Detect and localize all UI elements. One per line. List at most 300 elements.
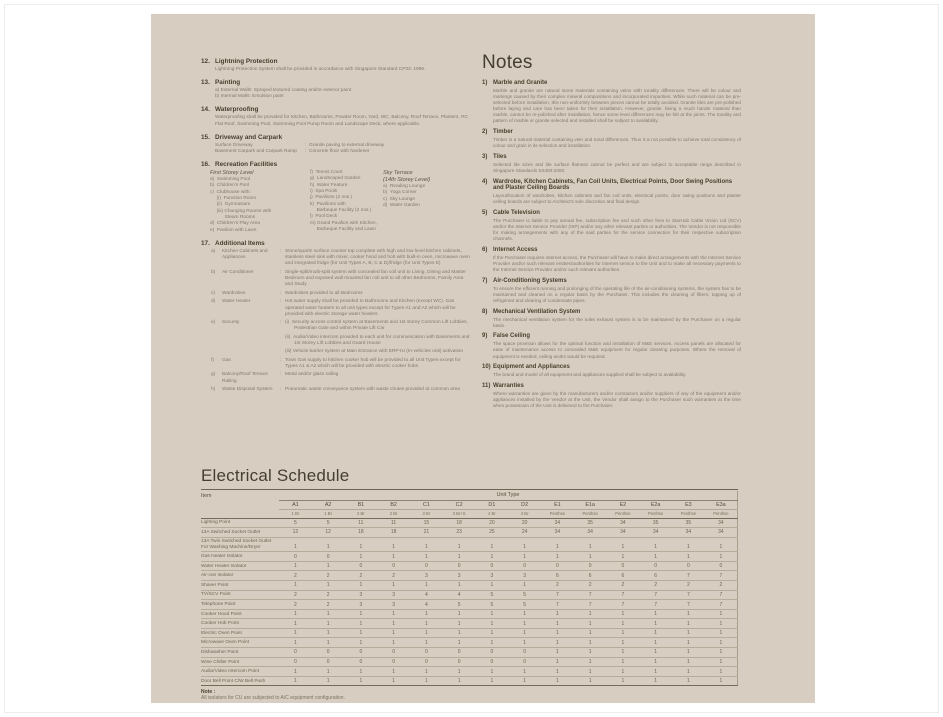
schedule-value: 2: [607, 581, 640, 591]
schedule-value: 34: [607, 528, 640, 538]
schedule-value: 6: [607, 571, 640, 581]
additional-item-label: Water Heater: [222, 299, 251, 305]
additional-item-letter: b): [211, 269, 216, 275]
schedule-value: 1: [377, 581, 410, 591]
schedule-value: 1: [639, 676, 672, 686]
colon-separator: :: [280, 290, 282, 296]
schedule-value: 1: [574, 648, 607, 658]
schedule-value: 1: [312, 628, 345, 638]
text-line: b) Children's Pool: [210, 183, 250, 189]
schedule-value: 1: [345, 676, 378, 686]
additional-item-row: [201, 270, 471, 288]
colon-separator: :: [280, 357, 282, 363]
text-line: Barbeque Facility (2 nos.): [310, 207, 372, 213]
schedule-value: 0: [443, 657, 476, 667]
schedule-value: 1: [705, 667, 738, 677]
spec-item-number: 17.: [201, 239, 210, 247]
schedule-value: 2: [672, 581, 705, 591]
spec-item-heading: [201, 58, 471, 65]
unit-code-header: C2: [443, 500, 476, 510]
unit-code-header: D2: [508, 500, 541, 510]
additional-item-row: [201, 372, 471, 384]
schedule-value: 1: [377, 676, 410, 686]
schedule-value: 20: [476, 518, 509, 528]
unit-code-header: E3: [672, 500, 705, 510]
schedule-item-label: Audio/Video Intercom Point: [201, 667, 279, 677]
text-line: b) Yoga Corner: [383, 190, 417, 196]
schedule-value: 1: [443, 676, 476, 686]
schedule-value: 3: [476, 571, 509, 581]
additional-item-label: Waste Disposal System: [222, 387, 273, 393]
spec-item-heading: [201, 134, 471, 141]
schedule-row: [201, 667, 738, 677]
unit-subtype-header: 1 Br: [279, 510, 312, 519]
unit-subtype-header: 2 Br: [345, 510, 378, 519]
spec-items-12-14: [201, 58, 471, 128]
schedule-value: 6: [639, 571, 672, 581]
text-line: Hot water supply shall be provided to Bathrooms and Kitchen (except WC). Gas operated water heaters to all unit types except for Types A1 and A2 which will be provided with electric storage water heaters.: [285, 299, 456, 317]
schedule-value: 1: [279, 619, 312, 629]
schedule-value: 34: [607, 518, 640, 528]
schedule-value: 1: [574, 676, 607, 686]
note-item-heading: [482, 278, 741, 285]
schedule-value: 7: [574, 600, 607, 610]
additional-item-letter: h): [211, 387, 216, 393]
text-line: Lightning Protection System shall be provided in accordance with Singapore Standard CP33: 1996.: [215, 66, 426, 72]
note-item: [482, 129, 741, 149]
spec-item-number: 13.: [201, 79, 210, 87]
schedule-value: 2: [377, 571, 410, 581]
text-line: d) Children's Play Area: [210, 221, 260, 227]
schedule-value: 4: [443, 590, 476, 600]
unit-code-header: A2: [312, 500, 345, 510]
unit-code-header: E3a: [705, 500, 738, 510]
note-item-body: Where warranties are given by the manufacturers and/or contractors and/or suppliers of any of the equipment and/or appliances installed by the Vendor at the Unit, the Vendor shall assign to the Purchaser such warranties at the time when possession of the Unit is delivered to the Purchaser.: [493, 390, 741, 408]
notes-column: [482, 52, 741, 414]
schedule-value: 1: [312, 581, 345, 591]
schedule-value: 1: [607, 628, 640, 638]
schedule-value: 1: [410, 552, 443, 562]
schedule-value: 1: [672, 619, 705, 629]
note-item-heading: [482, 80, 741, 87]
schedule-value: 1: [443, 537, 476, 552]
note-item-body: Timber is a natural material containing vein and tonal differences. Thus it is not possible to achieve total consistency of colour and grain in its selection and installation.: [493, 137, 741, 149]
schedule-value: 0: [574, 561, 607, 571]
note-item-number: 3): [482, 153, 488, 160]
schedule-value: 1: [443, 552, 476, 562]
schedule-item-label: 13A Twin Switched Socket Outlet For Washing Machine/Dryer: [201, 537, 279, 552]
schedule-row: [201, 561, 738, 571]
additional-item-row: [201, 249, 471, 267]
schedule-value: 12: [279, 528, 312, 538]
unit-code-header: B2: [377, 500, 410, 510]
colon-separator: :: [305, 148, 307, 154]
schedule-value: 35: [639, 518, 672, 528]
schedule-value: 1: [705, 537, 738, 552]
schedule-value: 0: [410, 648, 443, 658]
recreation-list: [210, 177, 310, 234]
schedule-value: 1: [476, 628, 509, 638]
schedule-value: 1: [639, 638, 672, 648]
schedule-value: 1: [279, 676, 312, 686]
note-item-body: The mechanical ventilation system for the toilet exhaust system is to be maintained by the Purchaser on a regular basis.: [493, 316, 741, 328]
schedule-value: 18: [345, 528, 378, 538]
unit-code-header: B1: [345, 500, 378, 510]
driveway-value: Concrete floor with hardener: [309, 148, 370, 154]
spec-item-heading: [201, 161, 471, 168]
schedule-row: [201, 552, 738, 562]
schedule-value: 2: [279, 590, 312, 600]
note-item-heading: [482, 129, 741, 136]
schedule-value: 7: [541, 600, 574, 610]
schedule-item-label: Cooker Hob Point: [201, 619, 279, 629]
additional-item-row: [201, 387, 471, 393]
schedule-value: 1: [672, 676, 705, 686]
schedule-value: 1: [508, 609, 541, 619]
note-item-body: The brand and model of all equipment and appliances supplied shall be subject to availability.: [493, 372, 687, 378]
text-line: Waterproofing shall be provided for Kitchen, Bathrooms, Powder Room, Yard, WC, Balcony, Roof Terrace, Planters, RC Flat Roof, Swimming Pool, Swimming Pool Pump Room and Landscape Deck, where applicable.: [215, 115, 469, 127]
schedule-value: 1: [345, 552, 378, 562]
schedule-value: 2: [312, 571, 345, 581]
schedule-value: 1: [705, 648, 738, 658]
schedule-value: 1: [476, 537, 509, 552]
schedule-value: 5: [508, 600, 541, 610]
schedule-note-text: All isolators for CU are subjected to A/C equipment configuration.: [201, 695, 345, 702]
note-item-title: Internet Access: [493, 247, 538, 254]
text-line: g) Landscaped Garden: [310, 176, 361, 182]
schedule-value: 3: [377, 590, 410, 600]
text-line: (ii) Audio/Video intercom provided to each unit for communication with Basements and 1st Storey Lift Lobbies and Guard House: [285, 334, 470, 346]
schedule-value: 1: [607, 657, 640, 667]
colon-separator: :: [280, 320, 282, 326]
schedule-value: 1: [377, 667, 410, 677]
spec-item-additional: [201, 240, 471, 394]
note-item-number: 9): [482, 333, 488, 340]
schedule-row: [201, 518, 738, 528]
schedule-value: 0: [345, 561, 378, 571]
schedule-value: 1: [574, 667, 607, 677]
schedule-value: 35: [672, 518, 705, 528]
text-line: a) Swimming Pool: [210, 176, 250, 182]
schedule-row: [201, 609, 738, 619]
schedule-value: 24: [508, 528, 541, 538]
schedule-value: 1: [377, 537, 410, 552]
schedule-row: [201, 676, 738, 686]
text-line: (i) Security access control system at Basements and 1st storey Common Lift Lobbies, Pedestrian Gate and within Private Lift Car: [285, 320, 468, 332]
unit-subtype-header: Penthse: [607, 510, 640, 519]
schedule-value: 0: [443, 561, 476, 571]
schedule-note-label: Note :: [201, 688, 216, 695]
schedule-value: 1: [443, 609, 476, 619]
additional-item-row: [201, 320, 471, 355]
additional-item-value: [285, 320, 471, 355]
text-line: Barbeque Facility and Lawn: [310, 226, 376, 232]
schedule-value: 0: [279, 657, 312, 667]
text-line: Steam Rooms: [210, 214, 256, 220]
note-item-title: Tiles: [493, 153, 507, 160]
unit-subtype-header: Penthse: [639, 510, 672, 519]
schedule-value: 1: [607, 667, 640, 677]
schedule-value: 0: [312, 552, 345, 562]
text-line: (i) Function Room: [210, 195, 257, 201]
additional-item-value: [285, 372, 471, 378]
note-item: [482, 80, 741, 125]
colon-separator: :: [305, 142, 307, 148]
spec-item-number: 16.: [201, 161, 210, 169]
unit-code-header: E1a: [574, 500, 607, 510]
schedule-value: 1: [377, 552, 410, 562]
schedule-value: 1: [476, 552, 509, 562]
schedule-value: 1: [476, 667, 509, 677]
additional-item-letter: f): [211, 357, 214, 363]
additional-item-label: Kitchen Cabinets and Appliances: [222, 248, 268, 260]
recreation-list: [310, 170, 383, 233]
schedule-value: 12: [312, 528, 345, 538]
additional-item-label: Gas: [222, 357, 231, 363]
schedule-value: 1: [508, 676, 541, 686]
note-item-title: Timber: [493, 129, 513, 136]
schedule-value: 1: [279, 561, 312, 571]
driveway-label: Basement Carpark and Carpark Ramp: [215, 148, 297, 154]
schedule-value: 1: [574, 552, 607, 562]
schedule-value: 1: [574, 619, 607, 629]
spec-item-heading: [201, 106, 471, 113]
text-line: a) Reading Lounge: [383, 183, 426, 189]
schedule-value: 7: [607, 590, 640, 600]
driveway-rows: [215, 143, 471, 155]
additional-item-value: [285, 249, 471, 267]
schedule-value: 1: [541, 619, 574, 629]
schedule-value: 11: [345, 518, 378, 528]
schedule-value: 1: [345, 628, 378, 638]
schedule-value: 0: [476, 561, 509, 571]
schedule-row: [201, 648, 738, 658]
spec-item-body: [215, 67, 471, 73]
note-item-body: Layout/location of wardrobes, kitchen cabinets and fan coil units, electrical points, door swing positions and plaster ceiling boards are subject to Architect's sole discretion and final design.: [493, 193, 741, 205]
schedule-value: 35: [574, 518, 607, 528]
schedule-value: 1: [443, 581, 476, 591]
schedule-value: 1: [312, 619, 345, 629]
text-line: Single-split/multi-split system with concealed fan coil unit to Living, Dining and Master Bedroom and exposed wall mounted fan coil unit to all other Bedrooms, Family Area and Study: [285, 269, 467, 287]
schedule-value: 1: [410, 628, 443, 638]
schedule-value: 1: [607, 638, 640, 648]
schedule-value: 1: [410, 537, 443, 552]
note-item-number: 10): [482, 364, 491, 371]
schedule-row: [201, 537, 738, 552]
brochure-page: [151, 14, 815, 703]
schedule-value: 1: [279, 609, 312, 619]
schedule-value: 23: [443, 528, 476, 538]
text-line: c) Sky Lounge: [383, 196, 415, 202]
item-column-header: Item: [201, 492, 212, 499]
driveway-label: Surface Driveway: [215, 142, 253, 148]
schedule-value: 1: [279, 537, 312, 552]
schedule-value: 1: [541, 628, 574, 638]
note-item: [482, 333, 741, 359]
spec-item-title: Additional Items: [215, 239, 265, 247]
schedule-value: 0: [508, 561, 541, 571]
unit-subtype-header: 4 Br: [476, 510, 509, 519]
note-item: [482, 179, 741, 206]
schedule-value: 1: [345, 638, 378, 648]
schedule-value: 1: [607, 537, 640, 552]
electrical-schedule-title: Electrical Schedule: [201, 466, 350, 485]
schedule-value: 1: [541, 676, 574, 686]
spec-item-title: Lightning Protection: [215, 58, 278, 65]
schedule-value: 1: [410, 638, 443, 648]
schedule-item-label: Water Heater Isolator: [201, 561, 279, 571]
schedule-value: 4: [410, 600, 443, 610]
schedule-value: 1: [541, 667, 574, 677]
schedule-value: 0: [410, 657, 443, 667]
schedule-row: [201, 657, 738, 667]
note-item-body: The Purchaser is liable to pay annual fee, subscription fee and such other fees to StarHub Cable Vision Ltd (SCV) and/or the Internet Service Provider (ISP) and/or any other relevant parties or authorities. The Vendor is not responsible for making arrangements with any of the said parties for the service connection for their respective subscription channels.: [493, 218, 741, 242]
schedule-value: 18: [377, 528, 410, 538]
schedule-value: 1: [541, 537, 574, 552]
schedule-item-label: Door Bell Point C/W Bell Push: [201, 676, 279, 686]
recreation-first-storey-column: [210, 170, 310, 234]
schedule-value: 1: [410, 581, 443, 591]
additional-item-letter: c): [211, 290, 215, 296]
schedule-value: 1: [705, 657, 738, 667]
schedule-value: 1: [672, 648, 705, 658]
colon-separator: :: [280, 299, 282, 305]
note-item-heading: [482, 154, 741, 161]
blank-header-cell: [201, 500, 279, 510]
schedule-value: 1: [443, 667, 476, 677]
schedule-value: 1: [345, 537, 378, 552]
text-line: Town Gas supply to kitchen cooker hob will be provided to all Unit Types except for Types A1 & A2 which will be provided with electric cooker hobs: [285, 357, 461, 369]
schedule-value: 1: [607, 552, 640, 562]
schedule-value: 1: [443, 619, 476, 629]
text-line: d) Water Garden: [383, 202, 420, 208]
schedule-value: 0: [607, 561, 640, 571]
additional-item-row: [201, 358, 471, 370]
recreation-column-heading: Sky Terrace: [383, 169, 413, 176]
note-item-number: 1): [482, 80, 488, 86]
schedule-value: 1: [639, 667, 672, 677]
schedule-value: 34: [705, 528, 738, 538]
spec-item-title: Painting: [215, 79, 241, 87]
schedule-value: 1: [312, 609, 345, 619]
schedule-value: 2: [312, 600, 345, 610]
text-line: k) Pavilions with: [310, 201, 346, 207]
schedule-item-label: Electric Oven Point: [201, 628, 279, 638]
schedule-value: 5: [508, 590, 541, 600]
schedule-value: 1: [508, 638, 541, 648]
schedule-value: 2: [639, 581, 672, 591]
note-item-heading: [482, 309, 741, 316]
schedule-value: 1: [705, 676, 738, 686]
colon-separator: :: [280, 372, 282, 378]
schedule-value: 34: [639, 528, 672, 538]
schedule-value: 0: [377, 561, 410, 571]
schedule-value: 7: [639, 600, 672, 610]
schedule-value: 1: [312, 537, 345, 552]
recreation-column-heading: First Storey Level: [210, 169, 254, 176]
schedule-value: 1: [508, 581, 541, 591]
additional-item-label: Security: [222, 320, 240, 326]
schedule-value: 7: [705, 571, 738, 581]
unit-code-header: E1: [541, 500, 574, 510]
schedule-item-label: Microwave Oven Point: [201, 638, 279, 648]
schedule-value: 1: [508, 667, 541, 677]
schedule-value: 0: [312, 648, 345, 658]
note-item-body: Marble and granite are natural stone materials containing veins with tonality differences. There will be colour and markings caused by their complex mineral compositions and incorporated impurities. While such material can be pre-selected before installation, this non-uniformity between pieces cannot be totally avoided. Granite tiles are pre-polished before laying and care has been taken for their installation. However, granite, being a much harder material than marble, cannot be re-polished after installation, hence some level differences may be felt at the joints. The tonality and pattern of marble or granite selected and installed shall be subject to availability.: [493, 87, 741, 124]
note-item-body: Selected tile sizes and tile surface flatness cannot be perfect and are subject to acceptable range described in Singapore Standards SS483:2000.: [493, 161, 741, 173]
text-line: Stone/quartz surface counter top complete with high and low level kitchen cabinets, stainless steel sink with mixer, cooker hood and hob with built-in oven, microwave oven and integrated fridge (for Unit Types A, B, C & D)/fridge (for Unit Types E): [285, 248, 470, 266]
schedule-value: 34: [574, 528, 607, 538]
schedule-value: 34: [541, 528, 574, 538]
schedule-value: 0: [279, 648, 312, 658]
schedule-value: 5: [443, 600, 476, 610]
schedule-row: [201, 590, 738, 600]
additional-item-value: [285, 270, 471, 288]
schedule-value: 15: [410, 518, 443, 528]
note-item-number: 6): [482, 247, 488, 254]
schedule-value: 18: [443, 518, 476, 528]
schedule-value: 1: [377, 609, 410, 619]
additional-item-value: [285, 299, 471, 317]
additional-item-value: [285, 291, 471, 297]
schedule-value: 1: [574, 638, 607, 648]
schedule-item-label: 13A Switched Socket Outlet: [201, 528, 279, 538]
schedule-value: 0: [672, 561, 705, 571]
schedule-value: 1: [705, 552, 738, 562]
schedule-value: 1: [410, 676, 443, 686]
schedule-value: 0: [705, 561, 738, 571]
schedule-value: 1: [705, 609, 738, 619]
schedule-value: 5: [312, 518, 345, 528]
note-item-title: False Ceiling: [493, 333, 531, 340]
schedule-value: 5: [476, 600, 509, 610]
additional-item-row: [201, 291, 471, 297]
unit-code-header: D1: [476, 500, 509, 510]
note-item: [482, 247, 741, 273]
spec-item: [201, 79, 471, 100]
note-item: [482, 278, 741, 304]
text-line: c) Clubhouse with:: [210, 189, 251, 195]
schedule-value: 2: [705, 581, 738, 591]
schedule-value: 21: [410, 528, 443, 538]
electrical-schedule-table: [201, 491, 738, 686]
schedule-value: 0: [377, 648, 410, 658]
divider: [201, 489, 738, 490]
schedule-value: 1: [639, 537, 672, 552]
schedule-row: [201, 581, 738, 591]
schedule-value: 7: [672, 600, 705, 610]
spec-item-title: Driveway and Carpark: [215, 133, 283, 141]
schedule-value: 1: [410, 667, 443, 677]
text-line: l) Pool Deck: [310, 214, 338, 220]
schedule-value: 1: [574, 609, 607, 619]
colon-separator: :: [280, 269, 282, 275]
note-item-number: 11): [482, 382, 491, 389]
note-item: [482, 154, 741, 174]
text-line: e) Pavilion with Lawn: [210, 227, 257, 233]
schedule-value: 1: [508, 619, 541, 629]
schedule-value: 0: [508, 657, 541, 667]
text-line: h) Water Feature: [310, 182, 348, 188]
schedule-value: 0: [476, 648, 509, 658]
spec-item-body: [215, 88, 471, 100]
driveway-value: Granite paving to external driveway: [309, 142, 385, 148]
schedule-value: 1: [410, 619, 443, 629]
schedule-value: 0: [476, 657, 509, 667]
schedule-value: 1: [541, 657, 574, 667]
schedule-item-label: Gas Heater Isolator: [201, 552, 279, 562]
schedule-item-label: Cooker Hood Point: [201, 609, 279, 619]
